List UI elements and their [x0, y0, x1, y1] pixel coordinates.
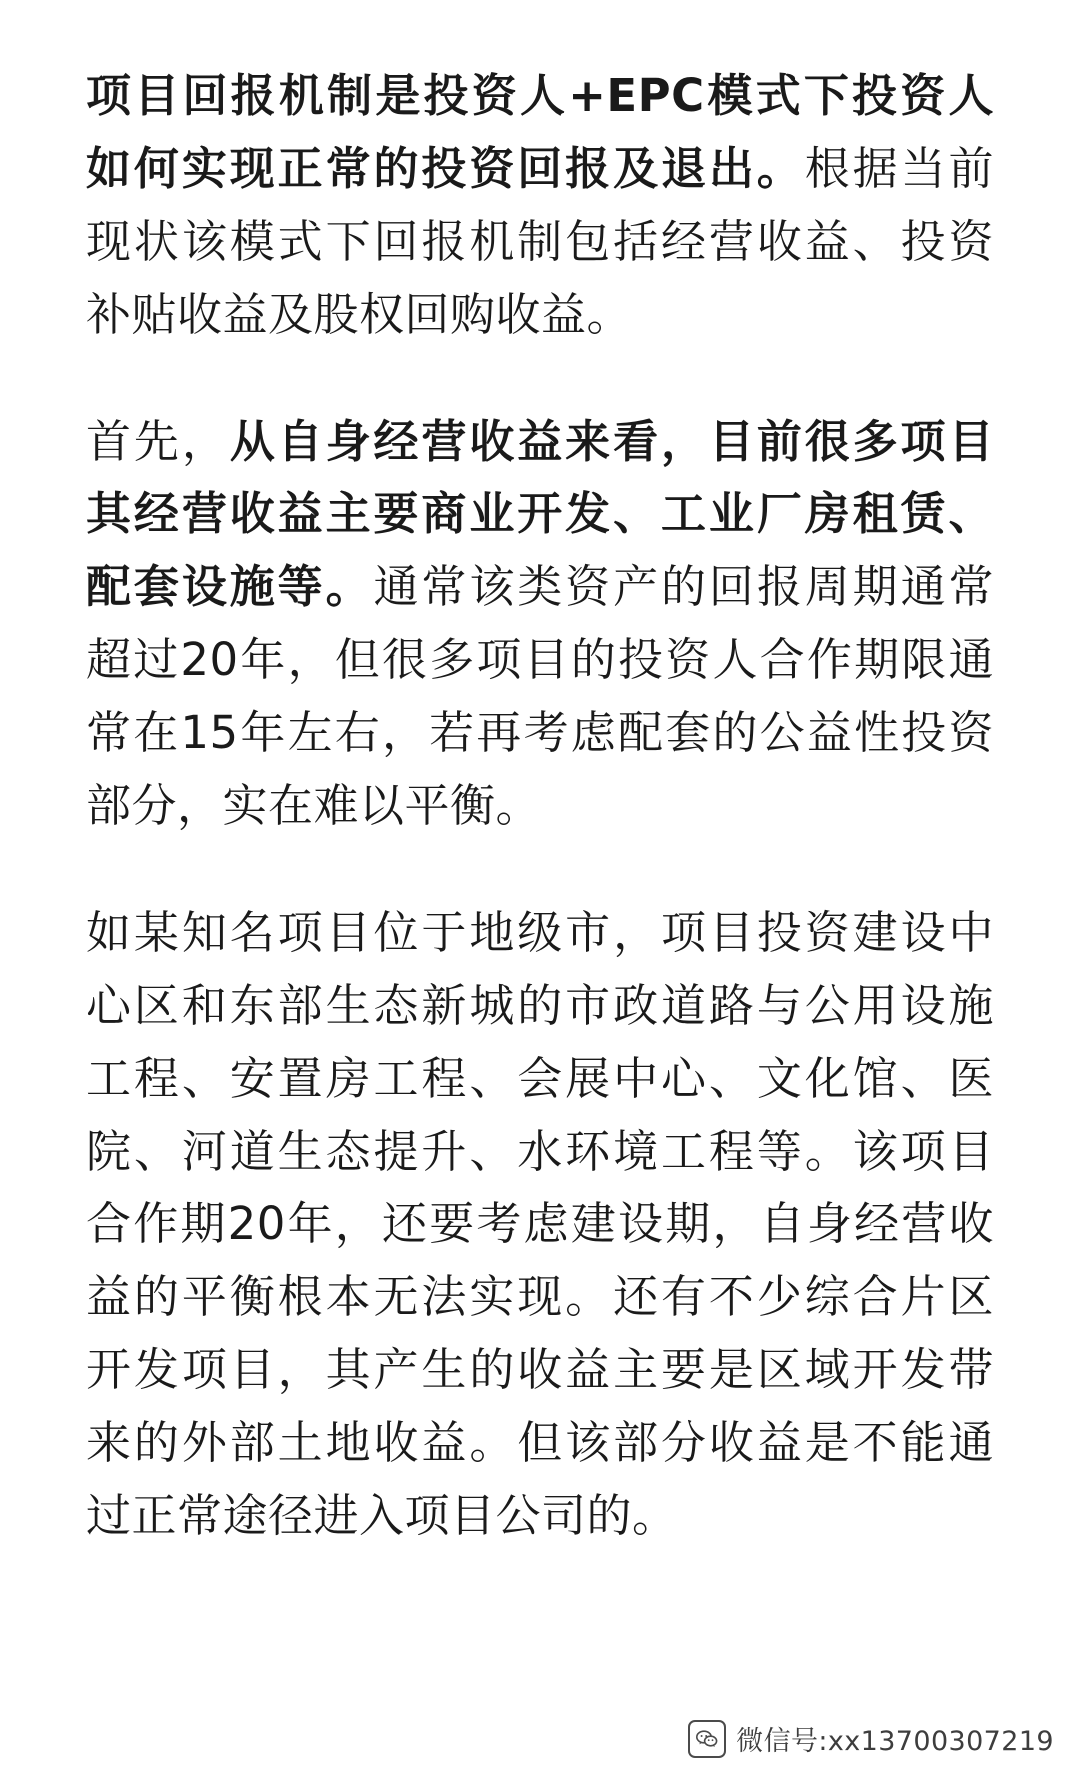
wechat-account-badge [688, 1719, 1054, 1758]
paragraph-2-run-1: 首先， [86, 414, 230, 468]
footer [0, 1719, 1080, 1758]
wechat-account-text: 微信号:xx13700307219 [736, 1726, 1054, 1757]
paragraph-2-run-2: 从自身经营收益来看，目前很多项目其经营收益主要商业开发、工业厂房租赁、配套设施等。 [86, 414, 994, 614]
paragraph-3 [86, 897, 994, 1553]
paragraph-1-run-2: 根据当前现状该模式下回报机制包括经营收益、投资补贴收益及股权回购收益。 [86, 141, 994, 341]
article-body [86, 60, 994, 1553]
paragraph-1 [86, 60, 994, 352]
paragraph-2 [86, 406, 994, 843]
paragraph-1-run-1: 项目回报机制是投资人+EPC模式下投资人如何实现正常的投资回报及退出。 [86, 69, 994, 195]
paragraph-2-run-3: 通常该类资产的回报周期通常超过20年，但很多项目的投资人合作期限通常在15年左右，若再考虑配套的公益性投资部分，实在难以平衡。 [86, 560, 994, 833]
wechat-icon [688, 1720, 726, 1758]
paragraph-3-run-1: 如某知名项目位于地级市，项目投资建设中心区和东部生态新城的市政道路与公用设施工程、安置房工程、会展中心、文化馆、医院、河道生态提升、水环境工程等。该项目合作期20年，还要考虑建设期，自身经营收益的平衡根本无法实现。还有不少综合片区开发项目，其产生的收益主要是区域开发带来的外部土地收益。但该部分收益是不能通过正常途径进入项目公司的。 [86, 905, 994, 1543]
